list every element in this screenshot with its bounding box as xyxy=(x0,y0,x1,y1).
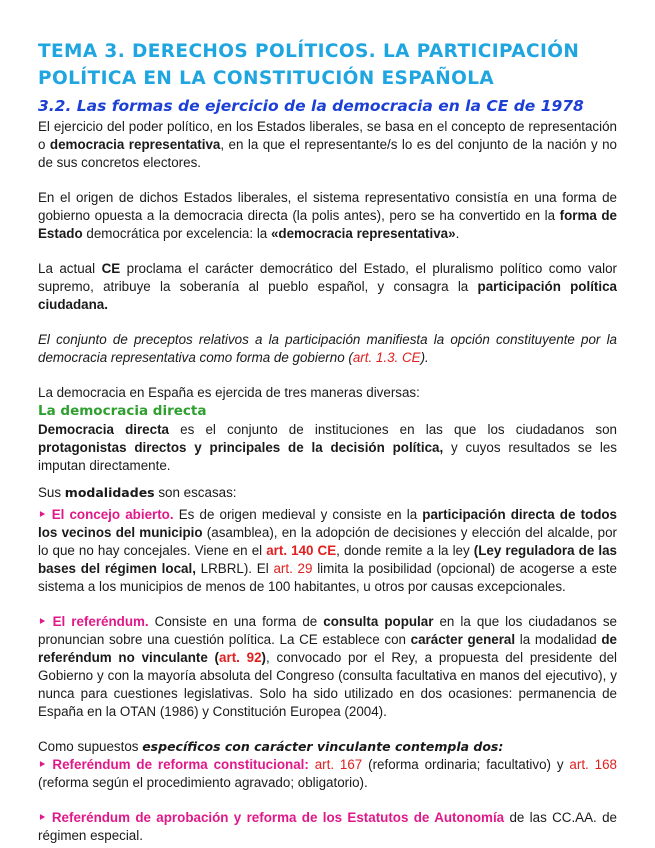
article-reference: art. 140 CE xyxy=(266,543,337,558)
list-item-referendum: ‣ El referéndum. Consiste en una forma de consulta popular en la que los ciudadanos se pronuncian sobre una cuestión política. La CE establece con carácter general la modalidad de referéndum no vinculante (art. 92), convocado por el Rey, a propuesta del presidente del Gobierno y con la mayoría absoluta del Congreso (consulta facultativa en manos del ejecutivo), y nunca para cuestiones legislativas. Solo ha sido utilizado en dos ocasiones: permanencia de España en la OTAN (1986) y Constitución Europea (2004). xyxy=(38,614,618,719)
paragraph-precepts: El conjunto de preceptos relativos a la participación manifiesta la opción constituyente por la democracia representativa como forma de gobierno (art. 1.3. CE). xyxy=(38,332,617,365)
section-subtitle: 3.2. Las formas de ejercicio de la democracia en la CE de 1978 xyxy=(38,97,584,115)
list-item-constitutional-referendum: ‣ Referéndum de reforma constitucional: art. 167 (reforma ordinaria; facultativo) y art. 168 (reforma según el procedimiento agravado; obligatorio). xyxy=(38,757,617,790)
paragraph-representation: El ejercicio del poder político, en los Estados liberales, se basa en el concepto de representación o democracia representativa, en la que el representante/s lo es del conjunto de la nación y no de sus concretos electores. xyxy=(38,119,617,170)
paragraph-direct-democracy: Democracia directa es el conjunto de instituciones en las que los ciudadanos son protagonistas directos y principales de la decisión política, y cuyos resultados se les imputan directamente. xyxy=(38,422,617,473)
paragraph-modalities: Sus modalidades son escasas: xyxy=(38,485,237,500)
article-reference: art. 168 xyxy=(569,757,617,772)
article-reference: art. 92 xyxy=(219,650,262,665)
paragraph-three-ways: La democracia en España es ejercida de tres maneras diversas: xyxy=(38,385,420,400)
paragraph-origin: En el origen de dichos Estados liberales, el sistema representativo consistía en una forma de gobierno opuesta a la democracia directa (la polis antes), pero se ha convertido en la forma de Estado democrática por excelencia: la «democracia representativa». xyxy=(38,190,617,241)
article-reference: art. 167 xyxy=(314,757,363,772)
article-reference: art. 29 xyxy=(273,561,313,576)
list-item-concejo-abierto: ‣ El concejo abierto. Es de origen medieval y consiste en la participación directa de todos los vecinos del municipio (asamblea), en la adopción de decisiones y elección del alcalde, por lo que no hay concejales. Viene en el art. 140 CE, donde remite a la ley (Ley reguladora de las bases del régimen local, LRBRL). El art. 29 limita la posibilidad (opcional) de acogerse a este sistema a los municipios de menos de 100 habitantes, u otros por causas excepcionales. xyxy=(38,507,618,594)
paragraph-specific-cases: Como supuestos específicos con carácter vinculante contempla dos: xyxy=(38,739,504,754)
paragraph-ce: La actual CE proclama el carácter democrático del Estado, el pluralismo político como valor supremo, atribuye la soberanía al pueblo español, y consagra la participación política ciudadana. xyxy=(38,261,618,312)
article-reference: art. 1.3. CE xyxy=(352,350,421,365)
page-title: TEMA 3. DERECHOS POLÍTICOS. LA PARTICIPACIÓN POLÍTICA EN LA CONSTITUCIÓN ESPAÑOLA xyxy=(38,41,580,89)
list-item-statute-referendum: ‣ Referéndum de aprobación y reforma de los Estatutos de Autonomía de las CC.AA. de régimen especial. xyxy=(38,810,617,843)
section-direct-democracy: La democracia directa xyxy=(38,403,207,419)
